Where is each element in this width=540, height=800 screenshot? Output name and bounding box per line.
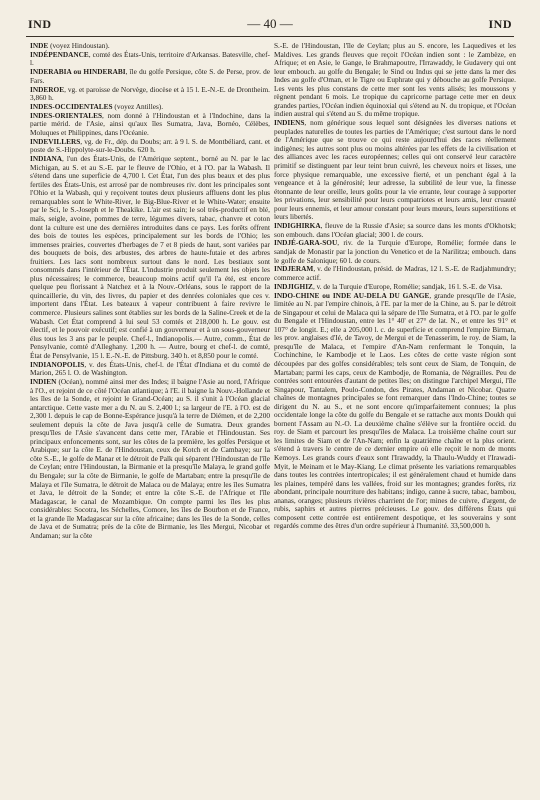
entry-headword: INDIENS — [274, 118, 305, 128]
dictionary-entry — [274, 292, 516, 531]
entry-headword: INDIEN — [30, 377, 57, 386]
entry-headword: INDE — [30, 42, 49, 50]
entry-headword: INDJIGHIZ — [274, 281, 313, 291]
entry-text: S.-E. de l'Hindoustan, l'île de Ceylan; plus au S. encore, les Laquedives et les Maldives. Les grands fleuves que reçoit l'Océan indien sont : le Zambèze, en Afrique; et en Asie, le Gange, le Brahmapoutre, l'Irrawaddy, le Gudavery qui ont leur embouch. au golfe du Bengale; le Sind ou Indus qui se jette dans la mer des Indes au golfe d'Oman, et le Tigre ou Euphrate qui y débouche au golfe Persique. Les vents les plus constans de cette mer sont les vents alisés; les moussons y règnent pendant 6 mois. Le tropique du capricorne partage cette mer en deux grandes parties, l'Océan indien équinoxial qui s'étend au N. du tropique, et l'Océan indien austral qui s'étend au S. du même tropique. — [274, 42, 516, 119]
entry-text: (voyez Antilles). — [112, 102, 164, 112]
header-left-keyword: IND — [28, 17, 52, 31]
entry-text: , grande presqu'île de l'Asie, limitée au N. par l'empire chinois, à l'E. par la mer de la Chine, au S. par le détroit de Singapour et celui de Malaca qui la sépare de l'île Sumatra, et à l'O. par le golfe du Bengale et l'Hindoustan, entre les 1° 40' et 27° de lat. N., et entre les 91° et 107° de longit. E.; elle a 205,000 l. c. de superficie et comprend l'empire Birman, les prov. anglaises d'Ié, de Tavoy, de Mergui et de Tenasserim, le roy. de Siam, la presqu'île de Malaca, et l'empire d'An-Nam renfermant le Tonquin, la Cochinchine, le Kambodje et le Laos. Les côtes de cette vaste région sont découpées par des golfes considérables; tels sont ceux de Siam, de Tonquin, de Martaban; parmi les caps, ceux de Kambodje, de Romania, de Négrailles. Peu de contrées sont entourées d'autant de petites îles; on distingue l'archipel Mergui, l'île Singapour, Tantalem, Poulo-Condon, des Pirates, Andaman et Nicobar. Quatre chaînes de montagnes principales se font remarquer dans l'Indo-Chine; toutes se dirigent du N. au S., et ne sont encore qu'imparfaitement connues; la plus occidentale longe la côte du golfe du Bengale et se rattache aux monts Doukh qui bornent l'Assam au N.-O. La deuxième chaîne s'élève sur la frontière occid. du roy. de Siam et parcourt les presqu'îles de Malaca. La troisième chaîne court sur les limites de Siam et de l'An-Nam; enfin la quatrième chaîne et la plus orient. s'étend à travers le centre de ce dernier empire où elle reçoit le nom de monts Kemoys. Les grands cours d'eaux sont l'Irawaddy, la Thaulu-Wuddy et l'Irawadi-Myit, le Meinam et le May-Kiang. Le climat présente les variations remarquables dans toutes les contrées intertropicales; il est généralement chaud et humide dans les plaines, tempéré dans les vallées, froid sur les montagnes; grandes forêts, riz abondant, principale nourriture des habitans; indigo, canne à sucre, tabac, bambou, ananas, oranges; plusieurs rivières charrient de l'or; mines de cuivre, d'argent, de rubis, saphirs et autres pierres précieuses. Le gouv. des différens États qui composent cette contrée est entièrement despotique, et les souverains y sont regardés comme des êtres d'un ordre supérieur à l'humanité. 33,500,000 h. — [274, 290, 516, 531]
entry-headword: INDIANA — [30, 154, 63, 164]
entry-text: , comté des États-Unis, territoire d'Arkansas. Batesville, chef-l. — [30, 49, 270, 68]
entry-text: , v. de l'Hindoustan, présid. de Madras, 12 l. S.-E. de Radjahmundry; commerce actif. — [274, 264, 516, 282]
entry-text: , l'un des États-Unis, de l'Amérique septent., borné au N. par le lac Michigan, au S. et au S.-E. par le fleuve de l'Ohio, et à l'O. par la Wabash. Il s'étend dans une superficie de 4,700 l. Cet État, l'un des plus beaux et des plus fertiles des États-Unis, est arrosé par de nombreuses riv. dont les principales sont l'Ohio et la Wabash, qui y reçoivent toutes deux plusieurs affluens dont les plus remarquables sont le White-River, le Big-Blue-River et le White-Water; ensuite par le Sci, le S.-Joseph et le Theakike. L'air est sain; le sol très-productif en blé, maïs, seigle, avoine, pommes de terre, légumes divers, tabac, chanvre et coton dont la culture est une des dernières introduites dans ce pays. Les forêts offrent des bois de toutes les espèces, principalement sur les bords de l'Ohio; les immenses prairies, couvertes d'herbages de 7 et 8 pieds de haut, sont variées par des bouquets de bois, des arbustes, des arbres de haute-futaie et des arbres fruitiers. Les lacs sont nombreux surtout dans le nord. Les bestiaux sont consommés dans l'intérieur de l'État. L'industrie produit seulement les objets les plus nécessaires; le commerce, beaucoup moins actif qu'il l'a été, est encore quelque peu florissant à Natchez et à la Nouv.-Orléans, sous le rapport de la quincaillerie, du vin, des livres, du papier et des denrées coloniales que ces v. importent dans l'État. Les bateaux à vapeur contribuent à faire revivre le commerce. Plusieurs salines sont établies sur les bords de la Saline-Creek et de la Wabash. Cet État comprend à lui seul 53 comtés et 218,000 h. Le gouv. est électif, et le pouvoir exécutif; est confié à un gouverneur et à un sous-gouverneur élus tous les 3 ans par le peuple. Chef-l., Indianopolis.— Autre, comm., État de Pensylvanie, comté d'Alleghany. 1,200 h. — Autre, bourg et chef-l. de comté, État de Pensylvanie, 15 l. E.-N.-E. de Pittsburg. 340 h. et 8,850 pour le comté. — [30, 154, 270, 360]
entry-text: , v. de la Turquie d'Europe, Romélie; sandjak, 16 l. S.-E. de Visa. — [312, 281, 503, 291]
entry-text: (Océan), nommé ainsi mer des Indes; il baigne l'Asie au nord, l'Afrique à l'O., et rejoint de ce côté l'Océan atlantique; à l'E. il baigne la Nouv.-Hollande et les îles de la Sonde, et rejoint le Grand-Océan; au S. il s'unit à l'Océan glacial antarctique. Cette vaste mer a du N. au S. 2,400 l.; sa largeur de l'E. à l'O. est de 2,300 l. depuis le cap de Bonne-Espérance jusqu'à la terre de Diémen, et de 2,200 seulement depuis la côte de Java jusqu'à celle de Sumatra. Deux grandes presqu'îles de l'Asie s'avancent dans cette mer, l'Arabie et l'Hindoustan. Ses principaux enfoncements sont, sur les côtes de la première, les golfes Persique et Arabique; sur la côte E. de l'Hindoustan, ceux de Kotch et de Cambaye; sur la côte S.-E., le golfe de Manar et le détroit de Palk qui séparent l'Hindoustan de l'île de Ceylan; entre l'Hindoustan, la Birmanie et la presqu'île Malaya, le grand golfe du Bengale; sur la côte de Birmanie, le golfe de Martaban; entre la presqu'île de Malaya et l'île Sumatra, le détroit de Malaca ou de Malaya; entre les îles Sumatra et Java, le détroit de la Sonde; et entre la côte S.-E. de l'Afrique et l'île Madagascar, le canal de Mozambique. On compte parmi les îles les plus considérables: Socotra, les Séchelles, Comore, les îles de Bourbon et de France, et la grande île Madagascar sur la côte africaine; dans les îles de la Sonde, celles de Java et de Sumatra; près de la côte de Birmanie, les îles Mergui, Nicobar et Andaman; sur la côte — [30, 377, 270, 540]
dictionary-entry — [274, 42, 516, 119]
entry-headword: INDIANOPOLIS — [30, 359, 85, 369]
dictionary-entry — [30, 112, 270, 138]
entry-headword: INDIGHIRKA — [274, 221, 321, 231]
entry-headword: INDO-CHINE ou INDE AU-DELA DU GANGE — [274, 290, 430, 300]
dictionary-entry — [30, 361, 270, 378]
page-number: — 40 — — [247, 16, 293, 31]
dictionary-entry — [30, 86, 270, 103]
entry-text: , v. des États-Unis, chef-l. de l'État d'Indiana et du comté de Marion, 265 l. O. de Washington. — [30, 359, 270, 378]
dictionary-entry — [30, 51, 270, 68]
entry-text: , fleuve de la Russie d'Asie; sa source dans les monts d'Okhotsk; son embouch. dans l'Océan glacial; 300 l. de cours. — [274, 221, 516, 239]
entry-headword: INDJERAM — [274, 264, 314, 274]
entry-text: , vg. de Fr., dép. du Doubs; arr. à 9 l. S. de Montbéliard, cant. et poste de S.-Hippolyte-sur-le-Doubs. 620 h. — [30, 136, 270, 155]
entry-headword: INDÉPENDANCE — [30, 49, 89, 59]
entry-headword: INDERABIA ou HINDERABI — [30, 67, 126, 77]
entry-text: , nom générique sous lequel sont désignées les diverses nations et peuplades naturelles de toutes les parties de l'Amérique; c'est surtout dans le nord de l'Amérique que se trouve ce qui reste aujourd'hui des races réellement indigènes; les autres sont plus ou moins altérées par les effets de la civilisation et des alliances avec les races européennes; celles qui ont conservé leur caractère primitif se distinguent par leur teint brun cuivré, les cheveux noirs et lisses, une force physique remarquable, une excessive fierté, et un penchant égal à la vengeance et à la générosité; leur adresse, la subtilité de leur vue, la finesse étonnante de leur oreille, leurs goûts pour la vie errante, leur courage à supporter les privations, leur sensibilité pour leurs compatriotes et leurs amis, leur cruauté pour leurs ennemis, et leur amour constant pour leurs mœurs, leurs superstitions et leurs libertés. — [274, 118, 516, 222]
entry-headword: INDES-ORIENTALES — [30, 110, 103, 120]
entry-headword: INDEVILLERS — [30, 136, 81, 146]
dictionary-entry — [30, 138, 270, 155]
header-right-keyword: IND — [488, 17, 512, 31]
entry-text: , vg. et paroisse de Norvège, diocèse et à 15 l. E.-N.-E. de Drontheim. 3,860 h. — [30, 84, 270, 103]
dictionary-entry — [30, 155, 270, 360]
entry-text: , nom donné à l'Hindoustan et à l'Indochine, dans la partie mérid. de l'Asie, ainsi qu'aux îles Sumatra, Java, Bornéo, Célèbes, Moluques et Philippines, dans l'Océanie. — [30, 110, 270, 137]
right-column — [274, 42, 516, 792]
entry-text: , riv. de la Turquie d'Europe, Romélie; formée dans le sandjak de Monastir par la jonction du Venetico et de la Narilitza; embouch. dans le golfe de Salonique; 60 l. de cours. — [274, 238, 516, 265]
dictionary-entry — [274, 119, 516, 222]
entry-headword: INDES-OCCIDENTALES — [30, 102, 113, 112]
running-header — [28, 13, 512, 35]
dictionary-entry — [274, 222, 516, 239]
entry-text: , île du golfe Persique, côte S. de Perse, prov. de Fars. — [30, 67, 270, 85]
entry-headword: INDEROE — [30, 84, 65, 94]
header-rule — [26, 36, 514, 37]
entry-headword: INDJÉ-GARA-SOU — [274, 238, 338, 248]
dictionary-entry — [30, 378, 270, 540]
dictionary-entry — [274, 265, 516, 282]
entry-text: (voyez Hindoustan). — [48, 42, 110, 50]
dictionary-entry — [30, 68, 270, 85]
left-column — [30, 42, 270, 792]
dictionary-entry — [274, 239, 516, 265]
